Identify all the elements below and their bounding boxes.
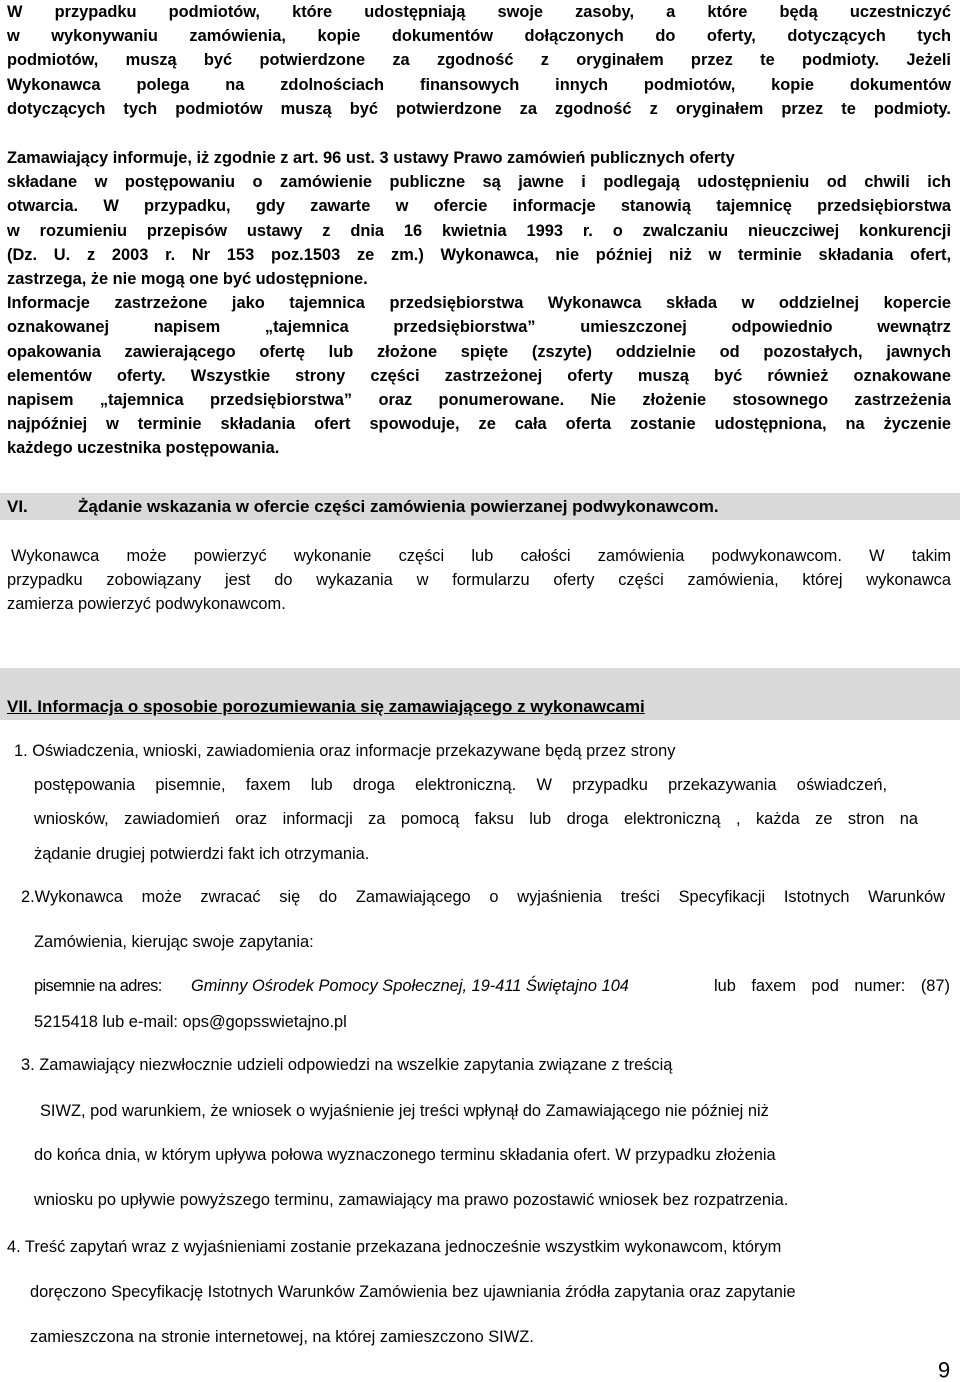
list-item-line: doręczono Specyfikację Istotnych Warunków Zamówienia bez ujawniania źródła zapytania oraz zapytanie — [30, 1283, 796, 1301]
paragraph-trade-secret — [7, 146, 951, 460]
section-title: VII. Informacja o sposobie porozumiewania się zamawiającego z wykonawcami — [7, 697, 645, 716]
section-heading-bar — [0, 668, 960, 720]
text-line: przypadku zobowiązany jest do wykazania w formularzu oferty części zamówienia, której wykonawca — [7, 571, 951, 590]
list-item-line: wniosku po upływie powyższego terminu, zamawiający ma prawo pozostawić wniosek bez rozpatrzenia. — [34, 1191, 789, 1209]
section-body — [7, 544, 951, 617]
list-item-line: 1. Oświadczenia, wnioski, zawiadomienia oraz informacje przekazywane będą przez strony — [14, 742, 676, 760]
list-item-line: 3. Zamawiający niezwłocznie udzieli odpowiedzi na wszelkie zapytania związane z treścią — [21, 1056, 673, 1074]
text-line: w rozumieniu przepisów ustawy z dnia 16 kwietnia 1993 r. o zwalczaniu nieuczciwej konkurencji — [7, 221, 951, 240]
text-line: każdego uczestnika postępowania. — [7, 439, 280, 458]
list-item-line: 4. Treść zapytań wraz z wyjaśnieniami zostanie przekazana jednocześnie wszystkim wykonawcom, którym — [7, 1238, 782, 1256]
list-item-line: żądanie drugiej potwierdzi fakt ich otrzymania. — [34, 845, 370, 863]
text-line: Informacje zastrzeżone jako tajemnica przedsiębiorstwa Wykonawca składa w oddzielnej kopercie — [7, 294, 951, 313]
fax-label: lub faxem pod numer: (87) — [714, 977, 950, 995]
contact-line: 5215418 lub e-mail: ops@gopsswietajno.pl — [34, 1013, 347, 1031]
list-item-line: Zamówienia, kierując swoje zapytania: — [34, 933, 314, 951]
address-value: Gminny Ośrodek Pomocy Społecznej, 19-411 Świętajno 104 — [191, 977, 629, 995]
section-heading-bar — [0, 493, 960, 520]
text-line: zamierza powierzyć podwykonawcom. — [7, 595, 286, 614]
text-line: Wykonawca polega na zdolnościach finansowych innych podmiotów, kopie dokumentów — [7, 75, 951, 94]
page-number: 6 — [938, 1357, 951, 1382]
text-line: oznakowanej napisem „tajemnica przedsiębiorstwa” umieszczonej odpowiednio wewnątrz — [7, 318, 951, 337]
text-line: zastrzega, że nie mogą one być udostępnione. — [7, 269, 368, 288]
list-item-line: 2.Wykonawca może zwracać się do Zamawiającego o wyjaśnienia treści Specyfikacji Istotnych Warunków — [21, 888, 945, 906]
text-line: elementów oferty. Wszystkie strony części zastrzeżonej oferty muszą być również oznakowane — [7, 366, 951, 385]
list-item-line: SIWZ, pod warunkiem, że wniosek o wyjaśnienie jej treści wpłynął do Zamawiającego nie później niż — [40, 1102, 769, 1120]
text-line: w wykonywaniu zamówienia, kopie dokumentów dołączonych do oferty, dotyczących tych — [7, 27, 951, 46]
section-number: VI. — [7, 497, 28, 516]
text-line: Zamawiający informuje, iż zgodnie z art. 96 ust. 3 ustawy Prawo zamówień publicznych oferty — [7, 149, 735, 167]
section-title: Żądanie wskazania w ofercie części zamówienia powierzanej podwykonawcom. — [78, 497, 719, 516]
paragraph-subcontractor-documents — [7, 0, 951, 121]
text-line: otwarcia. W przypadku, gdy zawarte w ofercie informacje stanowią tajemnicę przedsiębiorstwa — [7, 197, 951, 216]
text-line: najpóźniej w terminie składania ofert spowoduje, ze cała oferta zostanie udostępniona, na życzenie — [7, 415, 951, 434]
text-line: (Dz. U. z 2003 r. Nr 153 poz.1503 ze zm.) Wykonawca, nie później niż w terminie składania ofert, — [7, 245, 951, 264]
list-item-line: wniosków, zawiadomień oraz informacji za pomocą faksu lub droga elektroniczną , każda ze stron na — [34, 810, 918, 828]
text-line: opakowania zawierającego ofertę lub złożone spięte (zszyte) oddzielnie od pozostałych, jawnych — [7, 342, 951, 361]
text-line: napisem „tajemnica przedsiębiorstwa” oraz ponumerowane. Nie złożenie stosownego zastrzeżenia — [7, 390, 951, 409]
text-line: podmiotów, muszą być potwierdzone za zgodność z oryginałem przez te podmioty. Jeżeli — [7, 51, 951, 70]
list-item-line: do końca dnia, w którym upływa połowa wyznaczonego terminu składania ofert. W przypadku złożenia — [34, 1146, 776, 1164]
text-line: Wykonawca może powierzyć wykonanie części lub całości zamówienia podwykonawcom. W takim — [11, 547, 951, 565]
address-label: pisemnie na adres: — [34, 977, 162, 995]
text-line: dotyczących tych podmiotów muszą być potwierdzone za zgodność z oryginałem przez te podmioty. — [7, 99, 951, 118]
list-item-line: postępowania pisemnie, faxem lub droga elektroniczną. W przypadku przekazywania oświadczeń, — [34, 776, 887, 794]
text-line: składane w postępowaniu o zamówienie publiczne są jawne i podlegają udostępnieniu od chwili ich — [7, 173, 951, 192]
text-line: W przypadku podmiotów, które udostępniają swoje zasoby, a które będą uczestniczyć — [7, 3, 951, 21]
list-item-line: zamieszczona na stronie internetowej, na której zamieszczono SIWZ. — [30, 1328, 534, 1346]
